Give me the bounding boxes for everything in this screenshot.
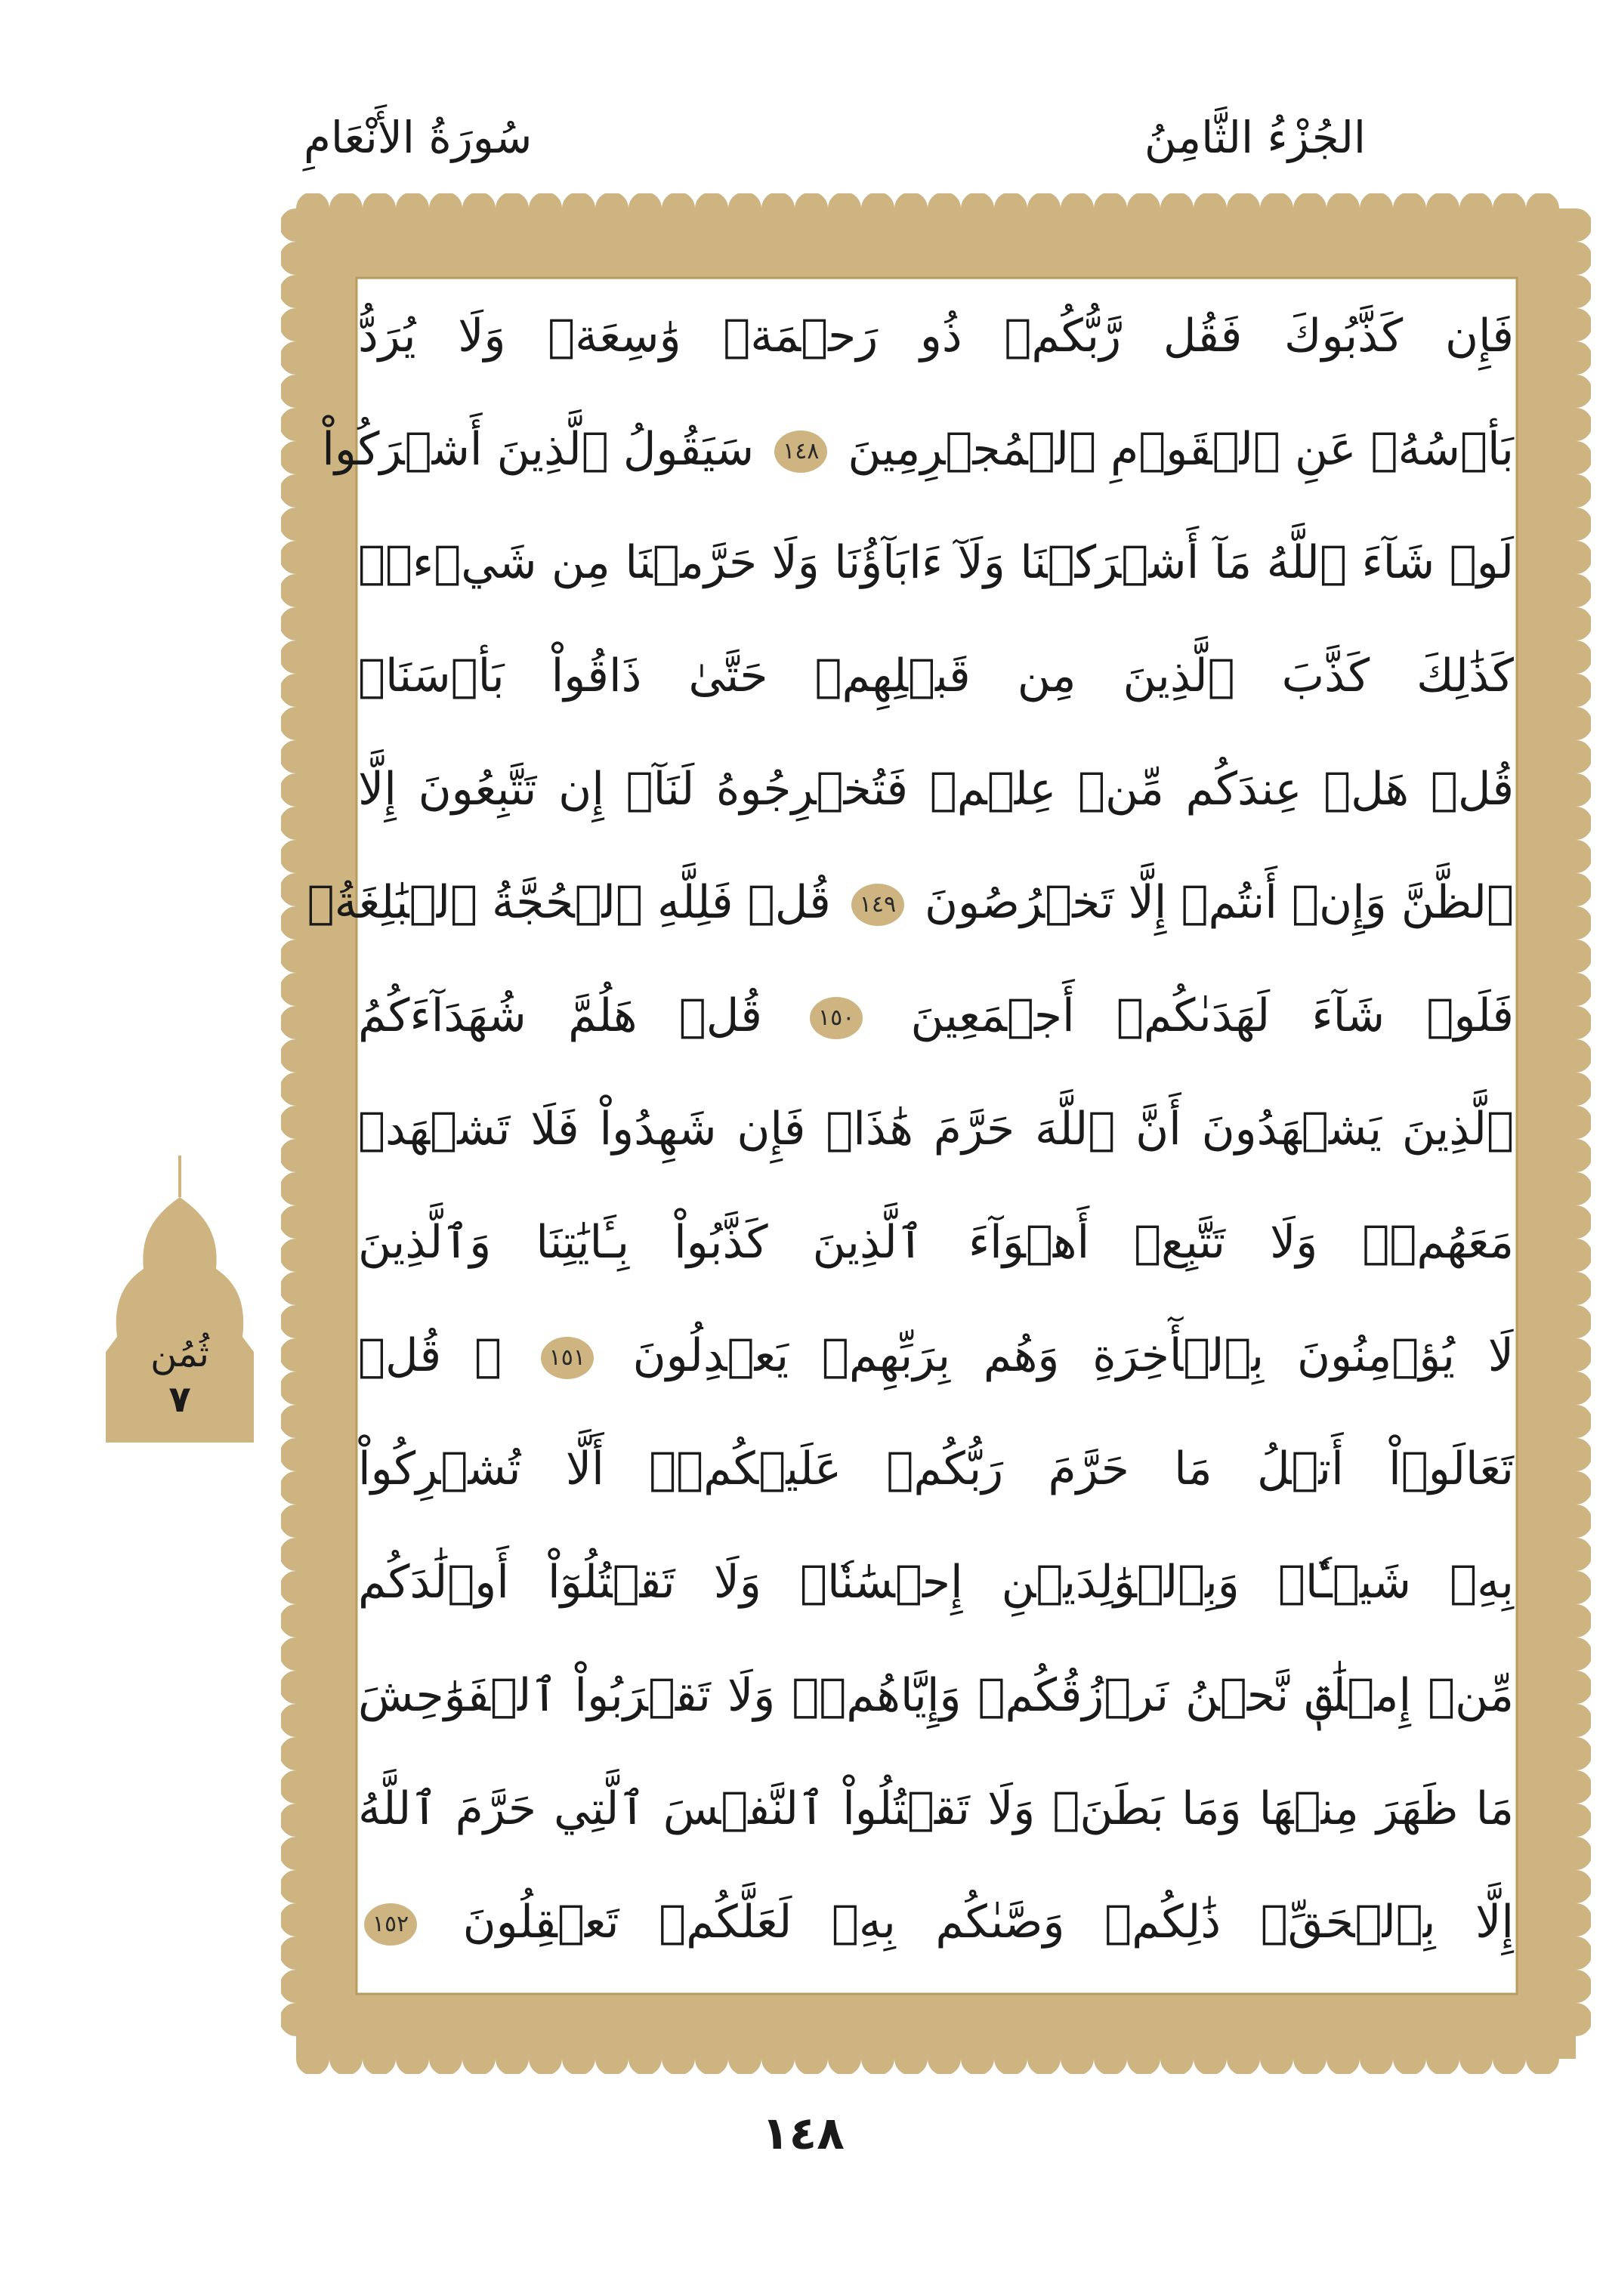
- frame-scallop: [1559, 773, 1591, 807]
- verse-line: [358, 1299, 1514, 1412]
- frame-scallop: [1094, 2042, 1127, 2074]
- verse-line: [358, 279, 1514, 393]
- thumn-label: ثُمُن: [150, 1333, 209, 1375]
- verse-line: [358, 1866, 1514, 1979]
- verse-line: [358, 1526, 1514, 1639]
- verse-text: كَذَٰلِكَ كَذَّبَ ٱلَّذِينَ مِن قَبۡلِهِمۡ حَتَّىٰ ذَاقُواْ بَأۡسَنَاۗ: [358, 650, 1514, 702]
- frame-scallop: [1559, 574, 1591, 607]
- frame-scallop: [1559, 1504, 1591, 1538]
- frame-scallop: [1559, 1471, 1591, 1504]
- frame-scallop: [1061, 2042, 1094, 2074]
- frame-scallop: [329, 193, 363, 225]
- frame-scallop: [1559, 275, 1591, 308]
- frame-scallop: [662, 193, 695, 225]
- frame-scallop: [861, 193, 894, 225]
- verse-line: [358, 1412, 1514, 1526]
- verse-text: قُلۡ هَلۡ عِندَكُم مِّنۡ عِلۡمٖ فَتُخۡرِجُوهُ لَنَآۖ إِن تَتَّبِعُونَ إِلَّا: [358, 763, 1514, 816]
- frame-scallop: [281, 1106, 313, 1139]
- verse-text: لَوۡ شَآءَ ٱللَّهُ مَآ أَشۡرَكۡنَا وَلَآ ءَابَآؤُنَا وَلَا حَرَّمۡنَا مِن شَيۡءٖۚ: [358, 536, 1514, 589]
- frame-scallop: [1559, 740, 1591, 773]
- frame-scallop: [281, 375, 313, 408]
- frame-scallop: [1493, 2042, 1526, 2074]
- frame-scallop: [1559, 375, 1591, 408]
- ayah-number-marker: ١٥١: [541, 1337, 594, 1379]
- frame-scallop: [994, 193, 1027, 225]
- verse-text: بَأۡسُهُۥ عَنِ ٱلۡقَوۡمِ ٱلۡمُجۡرِمِينَ: [848, 423, 1514, 476]
- frame-scallop: [1559, 1903, 1591, 1936]
- frame-scallop: [281, 541, 313, 574]
- frame-scallop: [1559, 973, 1591, 1006]
- verse-line: [358, 733, 1514, 846]
- frame-scallop: [1094, 193, 1127, 225]
- frame-scallop: [1027, 193, 1061, 225]
- frame-scallop: [281, 1970, 313, 2003]
- frame-scallop: [1393, 2042, 1426, 2074]
- frame-scallop: [529, 2042, 562, 2074]
- frame-scallop: [281, 341, 313, 375]
- verse-text: ٱلظَّنَّ وَإِنۡ أَنتُمۡ إِلَّا تَخۡرُصُونَ: [924, 876, 1514, 929]
- frame-scallop: [1061, 193, 1094, 225]
- verse-text: بِهِۦ شَيۡـٔٗاۖ وَبِٱلۡوَٰلِدَيۡنِ إِحۡسَٰنٗاۖ وَلَا تَقۡتُلُوٓاْ أَوۡلَٰدَكُم: [358, 1556, 1514, 1609]
- frame-scallop: [1559, 1970, 1591, 2003]
- frame-scallop: [281, 1139, 313, 1172]
- verse-line: [358, 1186, 1514, 1299]
- frame-scallop: [1559, 1239, 1591, 1272]
- frame-scallop: [1493, 193, 1526, 225]
- frame-scallop: [861, 2042, 894, 2074]
- frame-scallop: [281, 441, 313, 474]
- verse-text: مَا ظَهَرَ مِنۡهَا وَمَا بَطَنَۖ وَلَا تَقۡتُلُواْ ٱلنَّفۡسَ ٱلَّتِي حَرَّمَ ٱللَّهُ: [358, 1782, 1514, 1835]
- frame-scallop: [1559, 1804, 1591, 1837]
- frame-scallop: [281, 1571, 313, 1604]
- frame-scallop: [281, 1305, 313, 1338]
- frame-scallop: [1293, 193, 1326, 225]
- frame-scallop: [828, 2042, 861, 2074]
- frame-scallop: [1194, 2042, 1227, 2074]
- frame-scallop: [1559, 607, 1591, 640]
- frame-scallop: [1559, 1205, 1591, 1239]
- thumn-marker: [106, 1156, 254, 1443]
- frame-scallop: [1459, 193, 1493, 225]
- verse-text: فَلَوۡ شَآءَ لَهَدَىٰكُمۡ أَجۡمَعِينَ: [910, 989, 1514, 1042]
- frame-scallop: [1559, 1704, 1591, 1737]
- frame-scallop: [928, 2042, 961, 2074]
- frame-scallop: [281, 574, 313, 607]
- frame-scallop: [363, 193, 396, 225]
- verse-line: [307, 846, 1514, 959]
- frame-scallop: [281, 474, 313, 508]
- frame-scallop: [1559, 541, 1591, 574]
- frame-scallop: [281, 1737, 313, 1770]
- frame-scallop: [1559, 1172, 1591, 1205]
- frame-scallop: [1260, 193, 1293, 225]
- frame-scallop: [1559, 1870, 1591, 1903]
- thumn-number: ٧: [168, 1378, 191, 1421]
- frame-scallop: [1526, 193, 1559, 225]
- verse-text-continued: قُلۡ هَلُمَّ شُهَدَآءَكُمُ: [358, 989, 805, 1042]
- frame-scallop: [462, 193, 496, 225]
- frame-scallop: [281, 308, 313, 341]
- frame-scallop: [281, 1438, 313, 1471]
- frame-scallop: [429, 193, 462, 225]
- frame-scallop: [281, 807, 313, 840]
- frame-scallop: [281, 674, 313, 707]
- frame-scallop: [1559, 807, 1591, 840]
- frame-scallop: [1559, 873, 1591, 906]
- frame-scallop: [761, 193, 795, 225]
- verse-text: مِّنۡ إِمۡلَٰقٖ نَّحۡنُ نَرۡزُقُكُمۡ وَإِيَّاهُمۡۖ وَلَا تَقۡرَبُواْ ٱلۡفَوَٰحِشَ: [358, 1669, 1514, 1722]
- ayah-number-marker: ١٤٨: [774, 430, 827, 473]
- frame-scallop: [961, 2042, 994, 2074]
- frame-scallop: [281, 1471, 313, 1504]
- frame-scallop: [1559, 840, 1591, 873]
- frame-scallop: [281, 1072, 313, 1106]
- frame-scallop: [1559, 2003, 1591, 2036]
- frame-scallop: [1360, 193, 1393, 225]
- frame-scallop: [795, 2042, 828, 2074]
- verse-text-continued: قُلۡ فَلِلَّهِ ٱلۡحُجَّةُ ٱلۡبَٰلِغَةُۖ: [307, 876, 845, 929]
- frame-scallop: [1559, 1604, 1591, 1637]
- frame-scallop: [281, 1804, 313, 1837]
- frame-scallop: [462, 2042, 496, 2074]
- ayah-number-marker: ١٥٠: [810, 997, 863, 1039]
- frame-scallop: [429, 2042, 462, 2074]
- frame-scallop: [1559, 1139, 1591, 1172]
- frame-scallop: [1559, 1671, 1591, 1704]
- frame-scallop: [1360, 2042, 1393, 2074]
- frame-scallop: [1559, 1338, 1591, 1372]
- frame-scallop: [894, 193, 928, 225]
- verse-text: إِلَّا بِٱلۡحَقِّۚ ذَٰلِكُمۡ وَصَّىٰكُم بِهِۦ لَعَلَّكُمۡ تَعۡقِلُونَ: [462, 1896, 1514, 1949]
- frame-scallop: [1293, 2042, 1326, 2074]
- frame-scallop: [1127, 193, 1160, 225]
- frame-scallop: [281, 707, 313, 740]
- frame-scallop: [994, 2042, 1027, 2074]
- frame-scallop: [281, 508, 313, 541]
- frame-scallop: [1559, 474, 1591, 508]
- frame-scallop: [496, 2042, 529, 2074]
- frame-scallop: [281, 607, 313, 640]
- frame-scallop: [894, 2042, 928, 2074]
- frame-scallop: [281, 2003, 313, 2036]
- frame-scallop: [1260, 2042, 1293, 2074]
- frame-scallop: [1559, 1571, 1591, 1604]
- frame-scallop: [281, 1372, 313, 1405]
- verse-line: [358, 1752, 1514, 1866]
- frame-scallop: [562, 2042, 595, 2074]
- frame-scallop: [1559, 1405, 1591, 1438]
- frame-scallop: [281, 1172, 313, 1205]
- frame-scallop: [761, 2042, 795, 2074]
- frame-scallop: [1426, 2042, 1459, 2074]
- frame-scallop: [595, 2042, 629, 2074]
- frame-scallop: [281, 740, 313, 773]
- frame-scallop: [728, 2042, 761, 2074]
- frame-scallop: [281, 1637, 313, 1671]
- frame-scallop: [296, 2042, 329, 2074]
- frame-scallop: [1559, 1936, 1591, 1970]
- frame-scallop: [1559, 1072, 1591, 1106]
- frame-scallop: [281, 1338, 313, 1372]
- juz-title: الجُزْءُ الثَّامِنُ: [1144, 112, 1366, 163]
- verse-text-continued: سَيَقُولُ ٱلَّذِينَ أَشۡرَكُواْ: [322, 423, 769, 476]
- frame-scallop: [1559, 1305, 1591, 1338]
- frame-scallop: [1559, 208, 1591, 242]
- verse-text-continued: ۞ قُلۡ: [358, 1329, 535, 1382]
- frame-scallop: [396, 2042, 429, 2074]
- frame-scallop: [281, 1405, 313, 1438]
- frame-scallop: [1559, 906, 1591, 940]
- frame-scallop: [281, 1903, 313, 1936]
- frame-scallop: [961, 193, 994, 225]
- frame-scallop: [1559, 308, 1591, 341]
- frame-scallop: [1559, 242, 1591, 275]
- surah-title: سُورَةُ الأَنْعَامِ: [304, 112, 533, 163]
- frame-scallop: [281, 973, 313, 1006]
- verse-line: [358, 619, 1514, 733]
- frame-scallop: [695, 2042, 728, 2074]
- frame-scallop: [1559, 1538, 1591, 1571]
- frame-scallop: [281, 208, 313, 242]
- frame-scallop: [562, 193, 595, 225]
- frame-scallop: [1559, 1039, 1591, 1072]
- frame-scallop: [496, 193, 529, 225]
- frame-scallop: [281, 242, 313, 275]
- frame-scallop: [281, 1671, 313, 1704]
- verse-line: [322, 393, 1514, 506]
- frame-scallop: [281, 773, 313, 807]
- verse-line: [358, 1072, 1514, 1186]
- frame-scallop: [1559, 1106, 1591, 1139]
- frame-scallop: [1559, 508, 1591, 541]
- frame-scallop: [1194, 193, 1227, 225]
- frame-scallop: [1326, 2042, 1360, 2074]
- frame-scallop: [281, 1504, 313, 1538]
- verse-text: لَا يُؤۡمِنُونَ بِٱلۡأٓخِرَةِ وَهُم بِرَبِّهِمۡ يَعۡدِلُونَ: [632, 1329, 1514, 1382]
- frame-scallop: [329, 2042, 363, 2074]
- frame-scallop: [281, 1538, 313, 1571]
- frame-scallop: [1559, 1372, 1591, 1405]
- frame-scallop: [1426, 193, 1459, 225]
- frame-scallop: [396, 193, 429, 225]
- frame-scallop: [281, 408, 313, 441]
- frame-scallop: [1160, 193, 1194, 225]
- ayah-number-marker: ١٤٩: [851, 884, 904, 926]
- frame-scallop: [629, 2042, 662, 2074]
- frame-scallop: [281, 1936, 313, 1970]
- frame-scallop: [1559, 441, 1591, 474]
- frame-scallop: [1127, 2042, 1160, 2074]
- quran-text: [307, 279, 1514, 1994]
- frame-scallop: [828, 193, 861, 225]
- frame-scallop: [1559, 674, 1591, 707]
- verse-text: مَعَهُمۡۚ وَلَا تَتَّبِعۡ أَهۡوَآءَ ٱلَّذِينَ كَذَّبُواْ بِـَٔايَٰتِنَا وَٱلَّذِينَ: [358, 1216, 1514, 1269]
- frame-scallop: [1459, 2042, 1493, 2074]
- frame-scallop: [1559, 1837, 1591, 1870]
- frame-scallop: [1559, 940, 1591, 973]
- frame-scallop: [1227, 193, 1260, 225]
- verse-line: [358, 506, 1514, 619]
- frame-scallop: [1559, 408, 1591, 441]
- frame-scallop: [281, 1837, 313, 1870]
- verse-text: تَعَالَوۡاْ أَتۡلُ مَا حَرَّمَ رَبُّكُمۡ عَلَيۡكُمۡۖ أَلَّا تُشۡرِكُواْ: [358, 1443, 1514, 1495]
- frame-scallop: [728, 193, 761, 225]
- frame-scallop: [281, 275, 313, 308]
- frame-scallop: [1227, 2042, 1260, 2074]
- frame-scallop: [529, 193, 562, 225]
- frame-scallop: [1160, 2042, 1194, 2074]
- frame-scallop: [281, 1272, 313, 1305]
- ayah-number-marker: ١٥٢: [364, 1903, 417, 1946]
- frame-scallop: [281, 1006, 313, 1039]
- frame-scallop: [662, 2042, 695, 2074]
- frame-scallop: [281, 1039, 313, 1072]
- frame-scallop: [281, 1604, 313, 1637]
- frame-scallop: [1559, 1272, 1591, 1305]
- frame-scallop: [1559, 1737, 1591, 1770]
- frame-scallop: [1393, 193, 1426, 225]
- verse-text: ٱلَّذِينَ يَشۡهَدُونَ أَنَّ ٱللَّهَ حَرَّمَ هَٰذَاۖ فَإِن شَهِدُواْ فَلَا تَشۡهَدۡ: [358, 1103, 1514, 1156]
- frame-scallop: [1559, 707, 1591, 740]
- frame-scallop: [1559, 341, 1591, 375]
- frame-scallop: [281, 1239, 313, 1272]
- frame-scallop: [795, 193, 828, 225]
- frame-scallop: [695, 193, 728, 225]
- frame-scallop: [281, 1205, 313, 1239]
- frame-scallop: [1027, 2042, 1061, 2074]
- frame-scallop: [1526, 2042, 1559, 2074]
- frame-scallop: [363, 2042, 396, 2074]
- frame-scallop: [281, 1770, 313, 1804]
- frame-scallop: [595, 193, 629, 225]
- frame-scallop: [1559, 1637, 1591, 1671]
- page-number: ١٤٨: [761, 2107, 845, 2160]
- frame-scallop: [1559, 1006, 1591, 1039]
- verse-line: [358, 959, 1514, 1072]
- frame-scallop: [1559, 1770, 1591, 1804]
- frame-scallop: [281, 1704, 313, 1737]
- frame-scallop: [281, 1870, 313, 1903]
- frame-scallop: [629, 193, 662, 225]
- frame-scallop: [1326, 193, 1360, 225]
- frame-scallop: [1559, 640, 1591, 674]
- frame-scallop: [928, 193, 961, 225]
- frame-scallop: [1559, 1438, 1591, 1471]
- verse-text: فَإِن كَذَّبُوكَ فَقُل رَّبُّكُمۡ ذُو رَحۡمَةٖ وَٰسِعَةٖ وَلَا يُرَدُّ: [358, 310, 1514, 363]
- frame-scallop: [281, 640, 313, 674]
- verse-line: [358, 1639, 1514, 1752]
